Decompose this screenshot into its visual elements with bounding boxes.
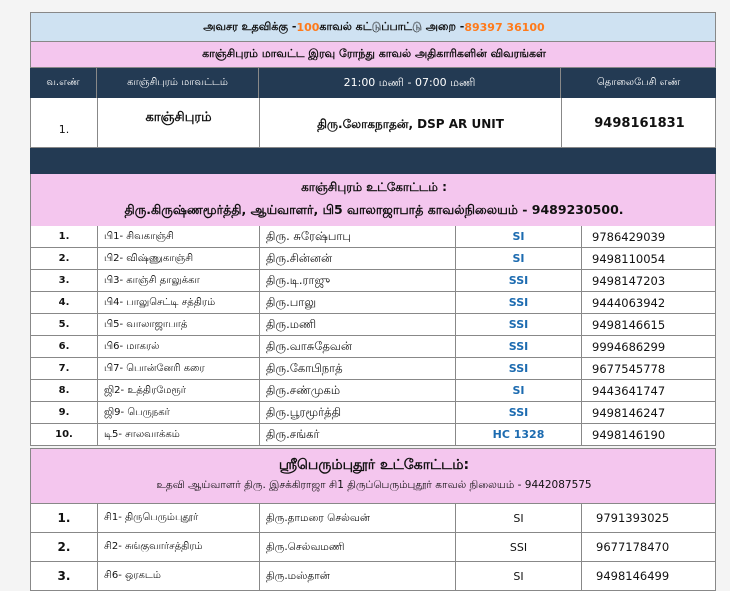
row-rank: SSI — [455, 533, 581, 561]
row-rank: SI — [455, 248, 581, 269]
row-officer: திரு.கோபிநாத் — [259, 358, 455, 379]
row-rank: SSI — [455, 402, 581, 423]
row-rank: SSI — [455, 292, 581, 313]
row-serial: 6. — [58, 341, 70, 352]
row-station: பி3- காஞ்சி தாலுக்கா — [97, 270, 259, 291]
document-title — [30, 42, 716, 68]
row-station: பி7- பொன்னேரி கரை — [97, 358, 259, 379]
sriperumbudur-subdivision-header — [30, 448, 716, 504]
row-rank: SI — [455, 226, 581, 247]
row-serial: 9. — [58, 407, 70, 418]
row-phone: 9786429039 — [581, 226, 717, 247]
row-station: ஜி2- உத்திரமேரூர் — [97, 380, 259, 401]
table-row — [30, 402, 716, 424]
row-station: டி5- சாலவாக்கம் — [97, 424, 259, 445]
table-row — [30, 562, 716, 591]
row-station: பி2- விஷ்ணுகாஞ்சி — [97, 248, 259, 269]
row-officer: திரு.டி.ராஜு — [259, 270, 455, 291]
table-row — [30, 314, 716, 336]
table-row — [30, 226, 716, 248]
row-officer: திரு.சின்னன் — [259, 248, 455, 269]
row-station: பி4- பாலுசெட்டி சத்திரம் — [97, 292, 259, 313]
row-rank: SI — [455, 380, 581, 401]
row-officer: திரு.மஸ்தான் — [259, 562, 455, 590]
row-station: சி6- ஒரகடம் — [97, 562, 259, 590]
kanchipuram-subdivision-officer: திரு.கிருஷ்ணமூர்த்தி, ஆய்வாளர், பி5 வாலாஜாபாத் காவல்நிலையம் - 9489230500. — [124, 202, 624, 217]
row-officer: திரு.சங்கர் — [259, 424, 455, 445]
table-row — [30, 504, 716, 533]
banner-number-100: 100 — [296, 20, 320, 34]
kanchipuram-subdivision-header — [30, 174, 716, 226]
row-serial: 4. — [58, 297, 70, 308]
row-phone: 9677545778 — [581, 358, 717, 379]
banner-control-number: 89397 36100 — [464, 20, 545, 34]
row-phone: 9498146615 — [581, 314, 717, 335]
row-phone: 9444063942 — [581, 292, 717, 313]
row-officer: திரு.பாலு — [259, 292, 455, 313]
sriperumbudur-subdivision-officer: உதவி ஆய்வாளர் திரு. இசக்கிராஜா சி1 திருப்பெரும்புதூர் காவல் நிலையம் - 9442087575 — [156, 479, 592, 491]
row-officer: திரு.செல்வமணி — [259, 533, 455, 561]
row-station: பி1- சிவகாஞ்சி — [97, 226, 259, 247]
row-officer: திரு.பூரமூர்த்தி — [259, 402, 455, 423]
district-row — [30, 98, 716, 148]
row-station: பி5- வாலாஜாபாத் — [97, 314, 259, 335]
row-serial: 3. — [58, 275, 70, 286]
row-rank: SSI — [455, 358, 581, 379]
separator-strip — [30, 148, 716, 174]
banner-middle: காவல் கட்டுப்பாட்டு அறை - — [319, 19, 465, 33]
table-row — [30, 292, 716, 314]
row-station: பி6- மாகரல் — [97, 336, 259, 357]
row-serial: 2. — [58, 253, 70, 264]
row-serial: 10. — [55, 429, 73, 440]
row-station: சி1- திருபெரும்புதூர் — [97, 504, 259, 532]
row-officer: திரு.வாசுதேவன் — [259, 336, 455, 357]
table-row — [30, 270, 716, 292]
row-rank: SI — [455, 562, 581, 590]
row-phone: 9677178470 — [581, 533, 717, 561]
kanchipuram-subdivision-title: காஞ்சிபுரம் உட்கோட்டம் : — [301, 180, 447, 194]
district-phone: 9498161831 — [561, 98, 717, 147]
row-phone: 9498146499 — [581, 562, 717, 590]
header-phone: தொலைபேசி எண் — [560, 68, 716, 98]
row-serial: 1. — [58, 231, 70, 242]
row-rank: SI — [455, 504, 581, 532]
row-phone: 9498110054 — [581, 248, 717, 269]
table-row — [30, 358, 716, 380]
row-serial: 2. — [57, 540, 71, 554]
row-serial: 7. — [58, 363, 70, 374]
row-phone: 9498147203 — [581, 270, 717, 291]
row-phone: 9498146247 — [581, 402, 717, 423]
row-station: ஜி9- பெருநகர் — [97, 402, 259, 423]
row-serial: 1. — [57, 511, 71, 525]
row-serial: 3. — [57, 569, 71, 583]
row-officer: திரு.மணி — [259, 314, 455, 335]
table-row — [30, 424, 716, 446]
header-serial: வ.எண் — [46, 77, 80, 88]
row-phone: 9791393025 — [581, 504, 717, 532]
table-row — [30, 248, 716, 270]
table-header — [30, 68, 716, 98]
title-text: காஞ்சிபுரம் மாவட்ட இரவு ரோந்து காவல் அதிகாரிகளின் விவரங்கள் — [202, 47, 546, 60]
row-rank: HC 1328 — [455, 424, 581, 445]
row-officer: திரு. சுரேஷ்பாபு — [259, 226, 455, 247]
row-officer: திரு.சண்முகம் — [259, 380, 455, 401]
emergency-banner — [30, 12, 716, 42]
document — [30, 0, 716, 591]
header-district: காஞ்சிபுரம் மாவட்டம் — [96, 68, 258, 98]
row-rank: SSI — [455, 270, 581, 291]
row-serial: 5. — [58, 319, 70, 330]
table-row — [30, 380, 716, 402]
district-serial: 1. — [58, 123, 70, 136]
row-officer: திரு.தாமரை செல்வன் — [259, 504, 455, 532]
row-phone: 9994686299 — [581, 336, 717, 357]
district-officer: திரு.லோகநாதன், DSP AR UNIT — [259, 98, 561, 147]
table-row — [30, 533, 716, 562]
row-phone: 9443641747 — [581, 380, 717, 401]
banner-prefix: அவசர உதவிக்கு - — [203, 19, 297, 33]
row-phone: 9498146190 — [581, 424, 717, 445]
row-serial: 8. — [58, 385, 70, 396]
row-rank: SSI — [455, 314, 581, 335]
district-name: காஞ்சிபுரம் — [97, 98, 259, 147]
header-time: 21:00 மணி - 07:00 மணி — [258, 68, 560, 98]
row-rank: SSI — [455, 336, 581, 357]
table-row — [30, 336, 716, 358]
row-station: சி2- சுங்குவார்சத்திரம் — [97, 533, 259, 561]
sriperumbudur-subdivision-title: ஸ்ரீபெரும்புதூர் உட்கோட்டம்: — [278, 457, 470, 473]
